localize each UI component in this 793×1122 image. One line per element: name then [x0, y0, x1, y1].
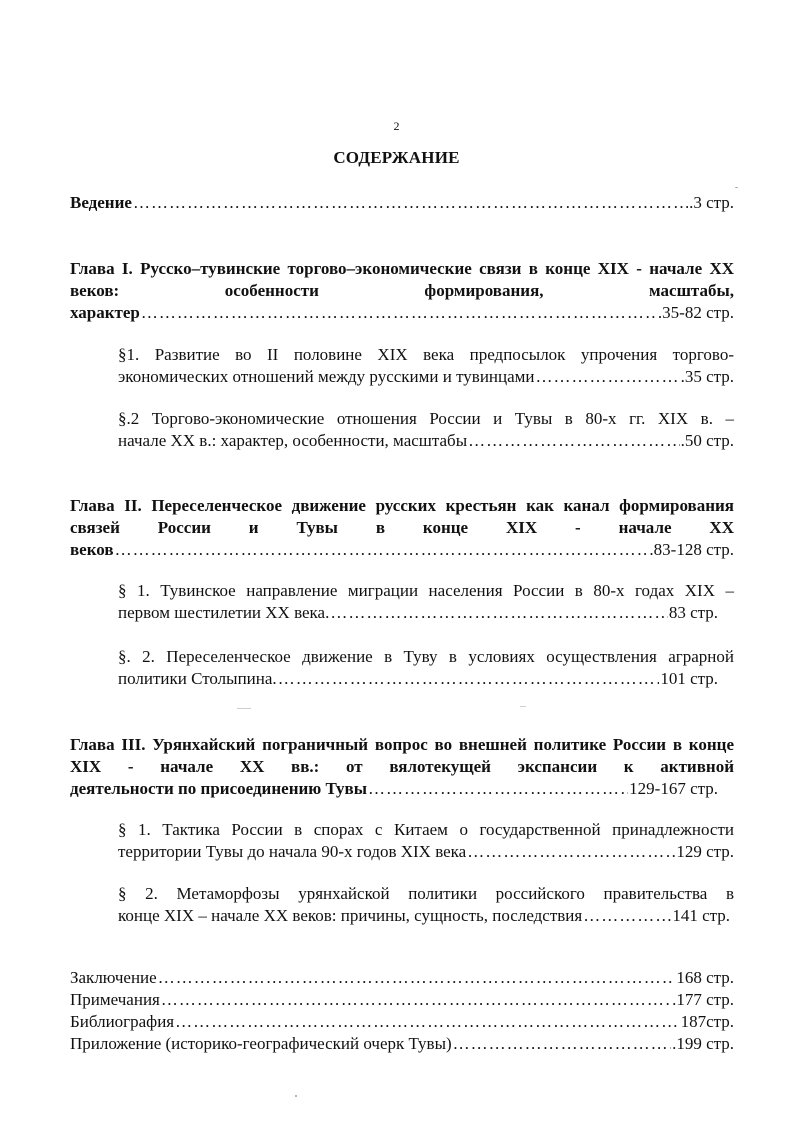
toc-section-2-2	[118, 646, 734, 690]
toc-chapter-2	[70, 495, 734, 561]
toc-chapter-3	[70, 734, 734, 800]
scan-speck	[520, 706, 526, 707]
chapter-heading: Глава II. Переселенческое движение русских крестьян как канал формирования связей России и Тувы в конце XIX - начале XX	[70, 496, 734, 537]
scan-speck	[237, 708, 251, 709]
toc-page-ref: 101 стр.	[660, 669, 718, 688]
chapter-heading: Глава I. Русско–тувинские торгово–экономические связи в конце XIX - начале XX веков: особенности формирования, масштабы,	[70, 259, 734, 300]
chapter-heading-end: деятельности по присоединению Тувы	[70, 779, 367, 798]
page-number: 2	[393, 119, 400, 133]
toc-section-1-2	[118, 408, 734, 452]
section-heading: §. 2. Переселенческое движение в Туву в условиях осуществления аграрной	[118, 647, 734, 666]
chapter-heading: Глава III. Урянхайский пограничный вопрос во внешней политике России в конце XIX - начале XX вв.: от вялотекущей экспансии к активной	[70, 735, 734, 776]
page-title: СОДЕРЖАНИЕ	[333, 148, 460, 167]
leader-dots	[468, 430, 679, 452]
toc-chapter-1	[70, 258, 734, 324]
toc-section-2-1	[118, 580, 734, 624]
section-heading: § 2. Метаморфозы урянхайской политики российского правительства в	[118, 884, 734, 903]
toc-section-3-1	[118, 819, 734, 863]
toc-entry-conclusion	[70, 967, 734, 989]
chapter-heading-end: веков	[70, 540, 114, 559]
leader-dots	[368, 778, 628, 800]
section-heading-end: начале XX в.: характер, особенности, масштабы	[118, 431, 468, 450]
toc-page-ref: 187стр.	[680, 1012, 734, 1031]
leader-dots	[278, 668, 660, 690]
toc-entry-bibliography	[70, 1011, 734, 1033]
toc-entry-label: Примечания	[70, 990, 160, 1009]
toc-page-ref: .83-128 стр.	[649, 540, 734, 559]
scan-speck	[295, 1095, 297, 1097]
leader-dots	[115, 539, 649, 561]
toc-page-ref: .50 стр.	[680, 431, 734, 450]
section-heading: § 1. Тактика России в спорах с Китаем о государственной принадлежности	[118, 820, 734, 839]
toc-entry-appendix	[70, 1033, 734, 1055]
leader-dots	[141, 302, 657, 324]
section-heading-end: экономических отношений между русскими и тувинцами	[118, 367, 535, 386]
toc-entry-intro	[70, 192, 734, 214]
leader-dots	[330, 602, 667, 624]
section-heading: §.2 Торгово-экономические отношения России и Тувы в 80-х гг. XIX в. –	[118, 409, 734, 428]
chapter-heading-end: характер	[70, 303, 140, 322]
leader-dots	[536, 366, 680, 388]
toc-page-ref: 141 стр.	[672, 906, 730, 925]
toc-page-ref: .3 стр.	[689, 193, 734, 212]
leader-dots	[133, 192, 688, 214]
section-heading: § 1. Тувинское направление миграции населения России в 80-х годах XIX –	[118, 581, 734, 600]
toc-entry-label: Библиография	[70, 1012, 175, 1031]
section-heading-end: территории Тувы до начала 90-х годов XIX века	[118, 842, 467, 861]
toc-entry-notes	[70, 989, 734, 1011]
toc-entry-label: Ведение	[70, 193, 132, 212]
toc-entry-label: Приложение (историко-географический очерк Тувы)	[70, 1034, 452, 1053]
leader-dots	[453, 1033, 671, 1055]
toc-page-ref: .199 стр.	[672, 1034, 734, 1053]
scan-speck	[735, 187, 738, 188]
leader-dots	[161, 989, 671, 1011]
toc-page-ref: .177 стр.	[672, 990, 734, 1009]
section-heading-end: первом шестилетии XX века.	[118, 603, 330, 622]
toc-page-ref: .35-82 стр.	[657, 303, 734, 322]
toc-back-matter	[70, 967, 734, 1055]
toc-entry-label: Заключение	[70, 968, 157, 987]
toc-section-3-2	[118, 883, 734, 927]
toc-page-ref: 129 стр.	[676, 842, 734, 861]
toc-page-ref: 168 стр.	[676, 968, 734, 987]
leader-dots	[583, 905, 671, 927]
leader-dots	[175, 1011, 679, 1033]
toc-page-ref: 129-167 стр.	[629, 779, 718, 798]
toc-section-1-1	[118, 344, 734, 388]
section-heading: §1. Развитие во II половине XIX века предпосылок упрочения торгово-	[118, 345, 734, 364]
leader-dots	[467, 841, 675, 863]
section-heading-end: политики Столыпина.	[118, 669, 277, 688]
toc-page-ref: 83 стр.	[668, 603, 718, 622]
leader-dots	[158, 967, 676, 989]
section-heading-end: конце XIX – начале XX веков: причины, сущность, последствия	[118, 906, 583, 925]
toc-page-ref: .35 стр.	[680, 367, 734, 386]
